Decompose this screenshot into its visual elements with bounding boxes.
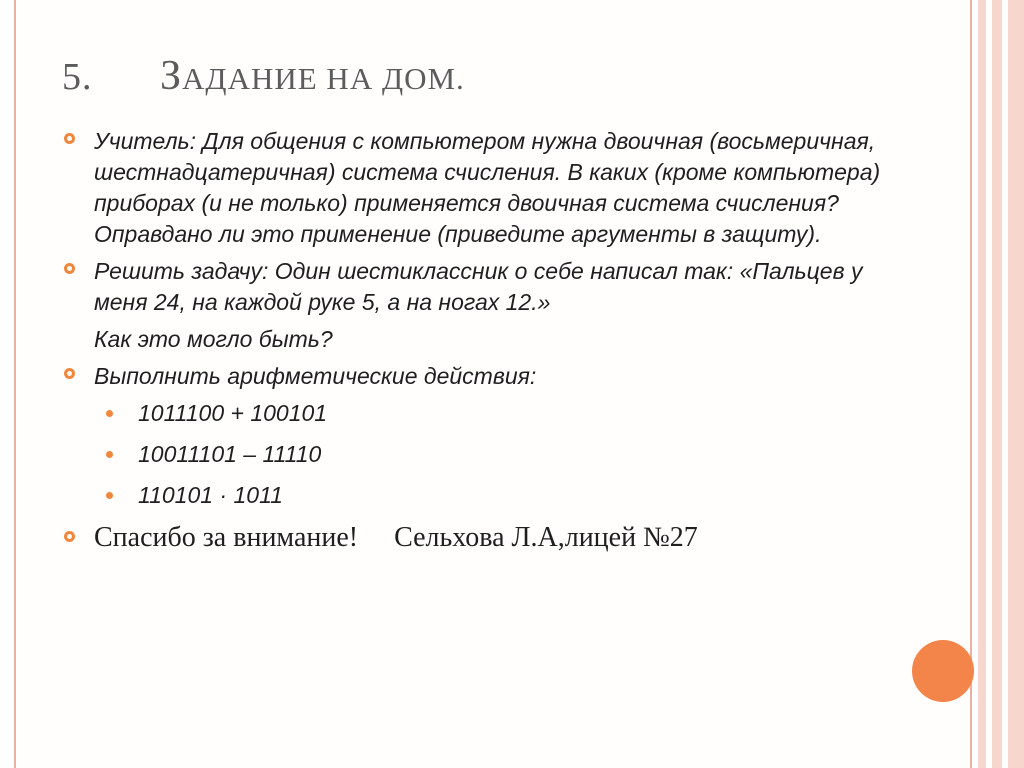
sub-item-text: 10011101 – 11110 [138, 441, 322, 467]
ring-bullet-icon [64, 368, 75, 379]
dot-bullet-icon [106, 410, 113, 417]
item-text: Как это могло быть? [94, 326, 333, 352]
dot-bullet-icon [106, 451, 113, 458]
list-item [64, 126, 894, 250]
decor-circle [912, 640, 974, 702]
author-text: Сельхова Л.А,лицей №27 [394, 522, 698, 553]
sub-item-text: 110101 · 1011 [138, 482, 283, 508]
list-item [64, 256, 894, 318]
sub-list-item [94, 398, 894, 429]
sub-list-item [94, 480, 894, 511]
title-rest: АДАНИЕ НА ДОМ. [182, 61, 465, 96]
item-text: Учитель: Для общения с компьютером нужна двоичная (восьмеричная, шестнадцатеричная) система счисления. В каких (кроме компьютера) приборах (и не только) применяется двоичная система счисления? Оправдано ли это применение (приведите аргументы в защиту). [94, 128, 881, 247]
sub-item-text: 1011100 + 100101 [138, 400, 328, 426]
ring-bullet-icon [64, 531, 75, 542]
sub-list-item [94, 439, 894, 470]
content-list [64, 126, 894, 561]
right-decor-strip [978, 0, 986, 768]
item-text: Выполнить арифметические действия: [94, 363, 537, 389]
sub-list [94, 398, 894, 511]
right-decor-strip-2 [992, 0, 1002, 768]
list-item-footer [64, 521, 894, 555]
right-decor-strip-3 [1008, 0, 1024, 768]
list-item [64, 361, 894, 511]
title-number: 5. [62, 56, 93, 98]
slide-title [62, 52, 465, 100]
title-first-letter: З [160, 53, 183, 99]
item-text: Решить задачу: Один шестиклассник о себе написал так: «Пальцев у меня 24, на каждой руке 5, а на ногах 12.» [94, 258, 863, 315]
list-item-continuation [64, 324, 894, 355]
ring-bullet-icon [64, 133, 75, 144]
thanks-text: Спасибо за внимание! [94, 522, 359, 553]
dot-bullet-icon [106, 492, 113, 499]
ring-bullet-icon [64, 263, 75, 274]
